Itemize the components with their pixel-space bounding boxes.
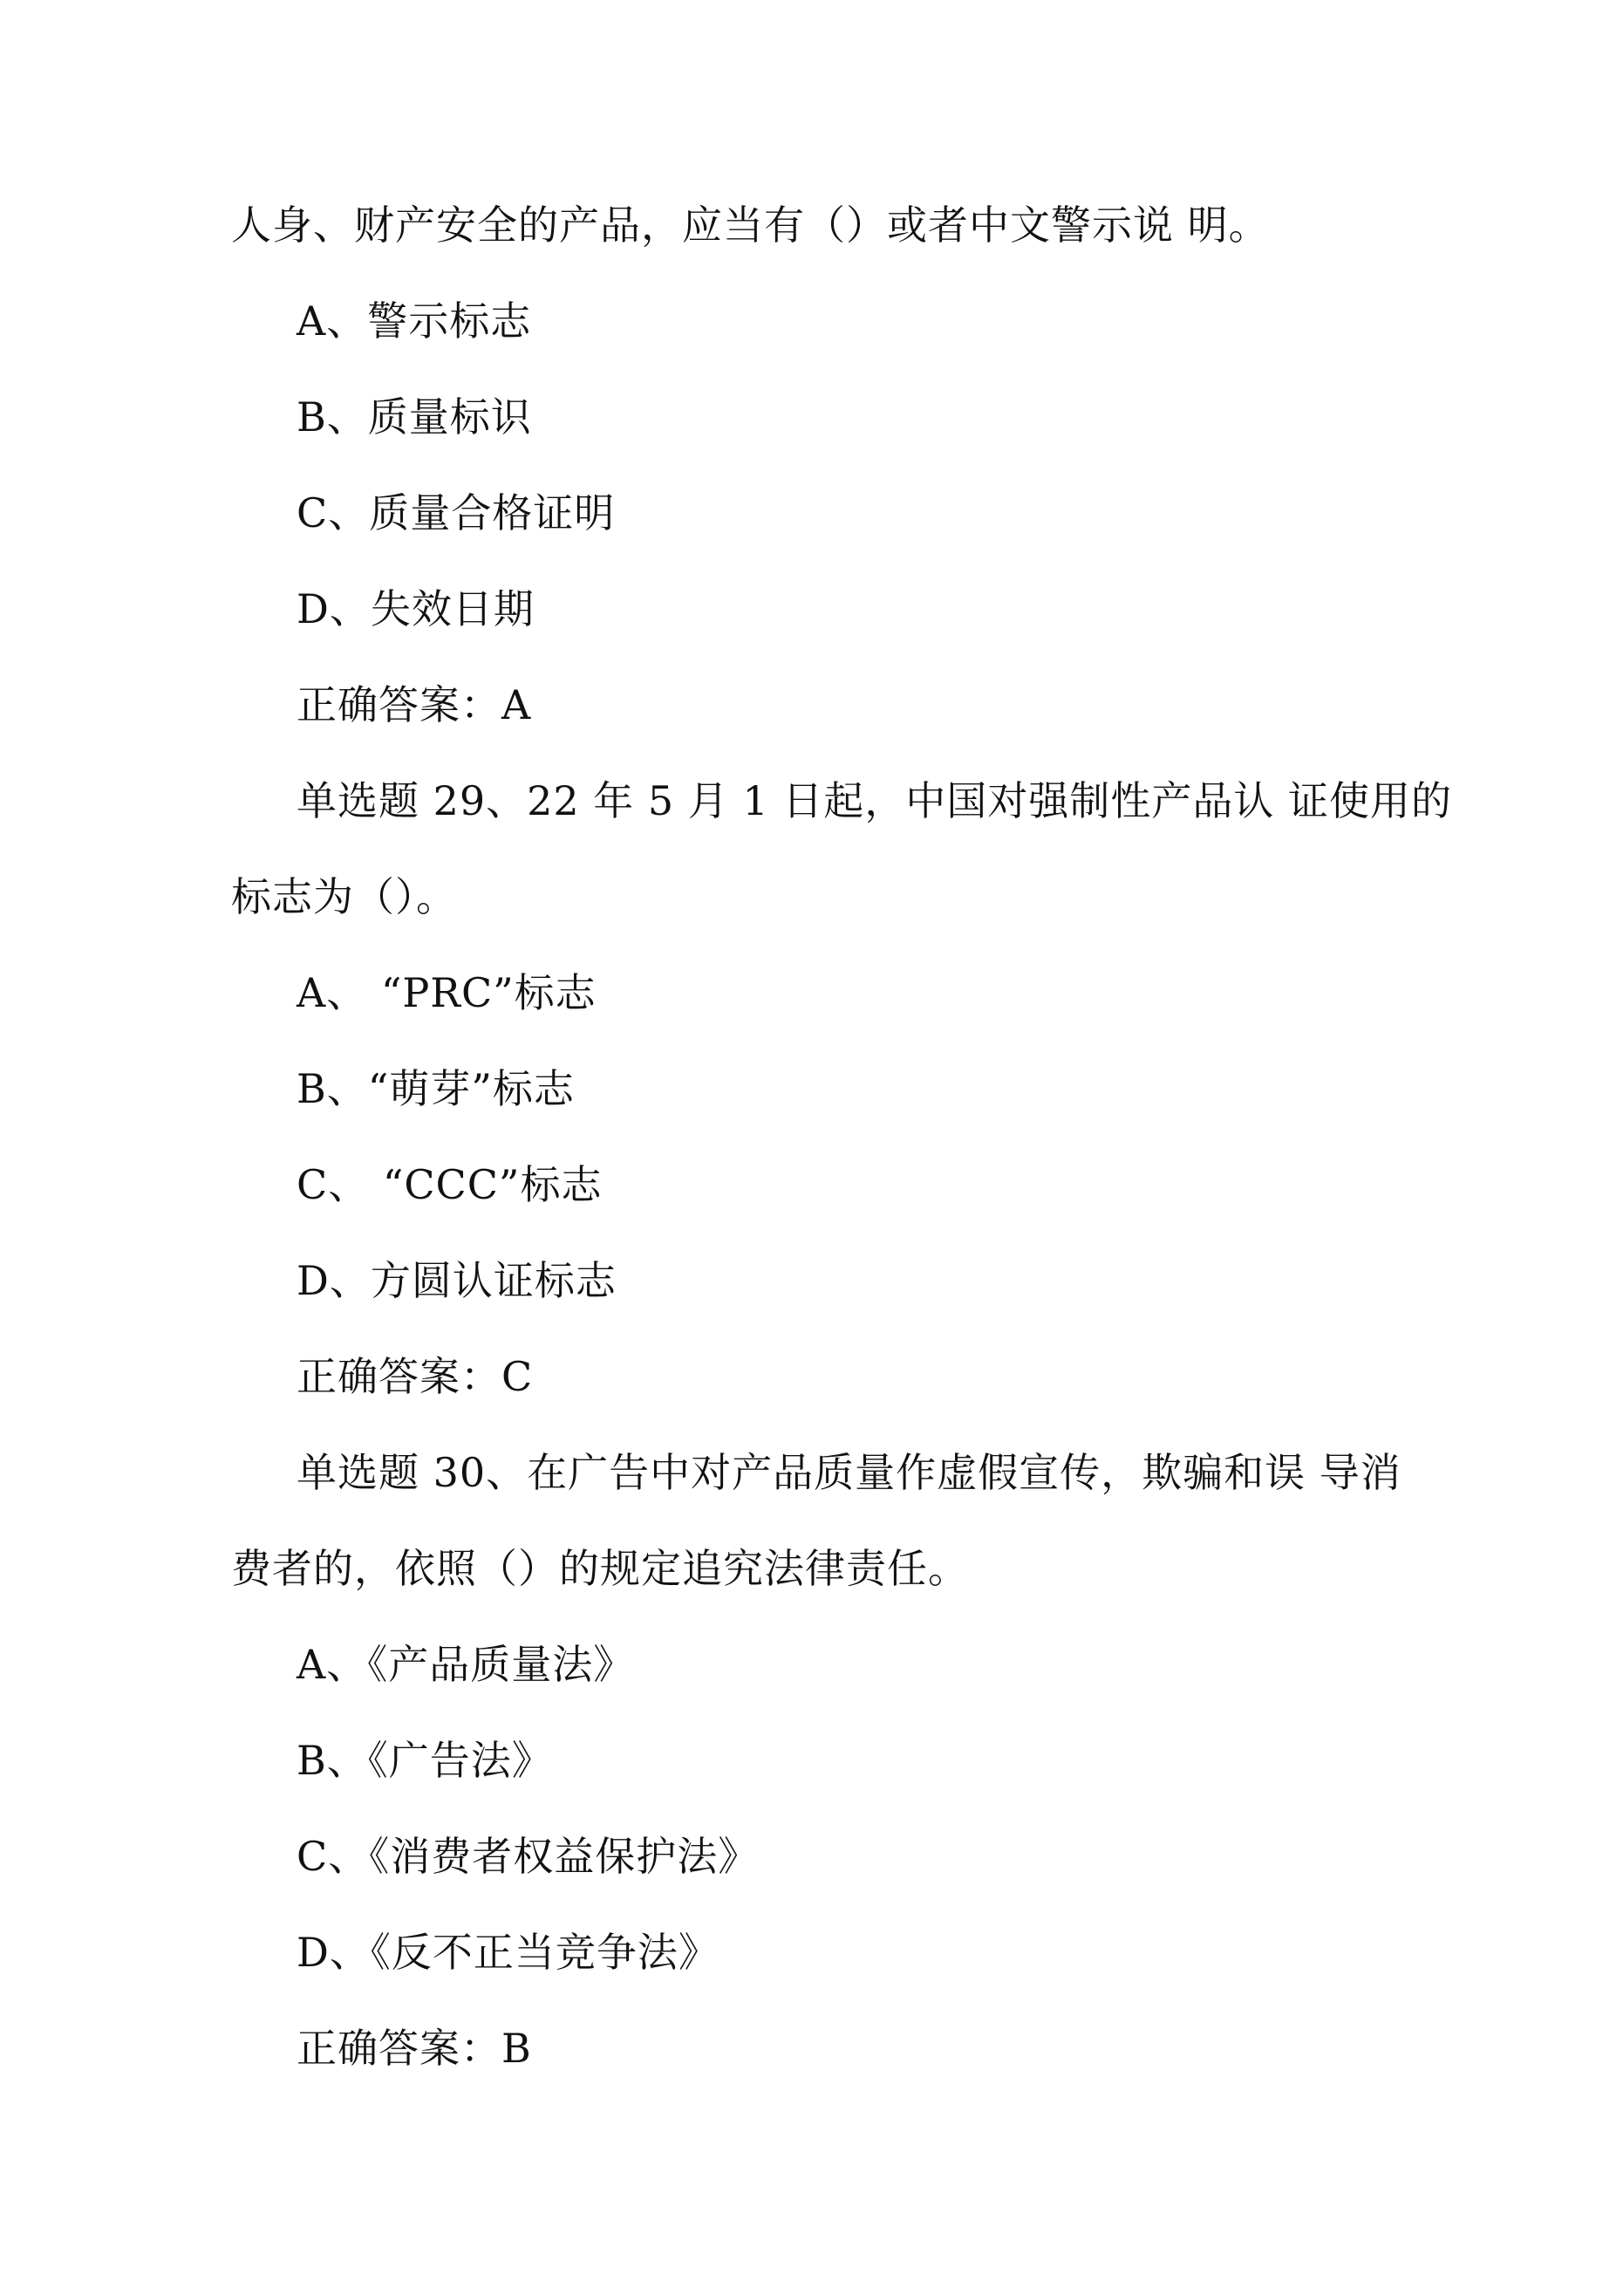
option-d: D、方圆认证标志 xyxy=(297,1257,617,1304)
question-text-line: 人身、财产安全的产品，应当有（）或者中文警示说 明。 xyxy=(231,202,1270,249)
option-c: C、 “CCC”标志 xyxy=(297,1161,603,1208)
option-a: A、警示标志 xyxy=(297,297,532,345)
correct-answer: 正确答案：A xyxy=(297,681,532,728)
option-a: A、 “PRC”标志 xyxy=(297,969,597,1016)
option-b: B、质量标识 xyxy=(297,393,532,441)
option-b: B、“萌芽”标志 xyxy=(297,1065,575,1112)
question-text-line: 单选题 29、22 年 5 月 1 日起，中国对强制性产品认 证使用的 xyxy=(297,777,1452,824)
option-c: C、质量合格证明 xyxy=(297,489,616,536)
option-c: C、《消费者权益保护法》 xyxy=(297,1833,760,1880)
question-text-line: 单选题 30、在广告中对产品质量作虚假宣传，欺骗和误 导消 xyxy=(297,1449,1401,1496)
option-d: D、失效日期 xyxy=(297,585,535,632)
correct-answer: 正确答案：C xyxy=(297,1353,534,1400)
option-d: D、《反不正当竞争法》 xyxy=(297,1929,719,1976)
option-a: A、《产品质量法》 xyxy=(297,1641,635,1688)
question-text-line: 标志为（）。 xyxy=(231,873,457,920)
question-text-line: 费者的，依照（）的规定追究法律责任。 xyxy=(231,1545,969,1592)
option-b: B、《广告法》 xyxy=(297,1737,553,1784)
correct-answer: 正确答案：B xyxy=(297,2025,532,2072)
